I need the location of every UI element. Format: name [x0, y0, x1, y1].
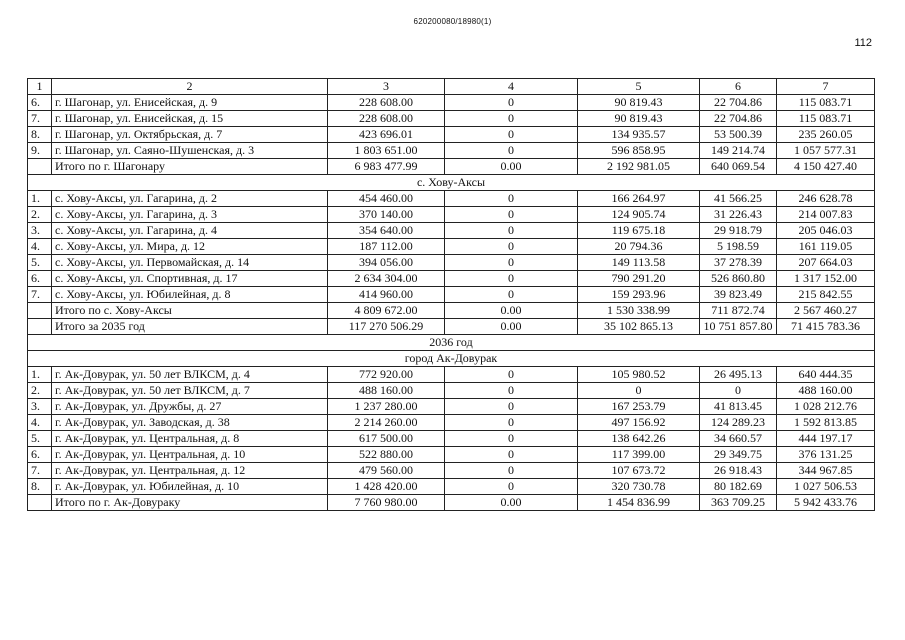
total-row	[28, 159, 875, 175]
table-row	[28, 399, 875, 415]
col7-cell: 207 664.03	[777, 255, 875, 271]
col5-cell: 320 730.78	[578, 479, 700, 495]
header-cell: 4	[445, 79, 578, 95]
col4-cell: 0	[445, 127, 578, 143]
col6-cell: 31 226.43	[700, 207, 777, 223]
col7-cell: 205 046.03	[777, 223, 875, 239]
header-cell: 3	[328, 79, 445, 95]
col7-cell: 376 131.25	[777, 447, 875, 463]
col3-cell: 354 640.00	[328, 223, 445, 239]
row-number-cell: 2.	[28, 383, 52, 399]
col6-cell: 10 751 857.80	[700, 319, 777, 335]
col6-cell: 53 500.39	[700, 127, 777, 143]
row-number-cell: 3.	[28, 223, 52, 239]
address-cell: с. Хову-Аксы, ул. Первомайская, д. 14	[52, 255, 328, 271]
address-cell: г. Ак-Довурак, ул. Центральная, д. 10	[52, 447, 328, 463]
col7-cell: 1 592 813.85	[777, 415, 875, 431]
col6-cell: 41 566.25	[700, 191, 777, 207]
row-number-cell: 3.	[28, 399, 52, 415]
col7-cell: 115 083.71	[777, 111, 875, 127]
col3-cell: 479 560.00	[328, 463, 445, 479]
col4-cell: 0	[445, 383, 578, 399]
address-cell: г. Шагонар, ул. Октябрьская, д. 7	[52, 127, 328, 143]
table-row	[28, 223, 875, 239]
total-row	[28, 319, 875, 335]
col4-cell: 0	[445, 191, 578, 207]
table-body	[28, 79, 875, 511]
col5-cell: 149 113.58	[578, 255, 700, 271]
header-cell: 5	[578, 79, 700, 95]
col3-cell: 6 983 477.99	[328, 159, 445, 175]
col3-cell: 772 920.00	[328, 367, 445, 383]
address-cell: г. Ак-Довурак, ул. Центральная, д. 8	[52, 431, 328, 447]
col7-cell: 246 628.78	[777, 191, 875, 207]
col4-cell: 0	[445, 399, 578, 415]
col6-cell: 29 349.75	[700, 447, 777, 463]
row-number-cell: 2.	[28, 207, 52, 223]
col7-cell: 1 028 212.76	[777, 399, 875, 415]
col3-cell: 2 214 260.00	[328, 415, 445, 431]
row-number-cell: 4.	[28, 415, 52, 431]
col6-cell: 26 495.13	[700, 367, 777, 383]
section-header-row	[28, 335, 875, 351]
total-row	[28, 303, 875, 319]
col6-cell: 80 182.69	[700, 479, 777, 495]
row-number-cell: 6.	[28, 447, 52, 463]
document-id: 620200080/18980(1)	[413, 17, 492, 26]
col3-cell: 2 634 304.00	[328, 271, 445, 287]
col5-cell: 134 935.57	[578, 127, 700, 143]
address-cell: г. Ак-Довурак, ул. 50 лет ВЛКСМ, д. 7	[52, 383, 328, 399]
table-row	[28, 463, 875, 479]
address-cell: г. Ак-Довурак, ул. Дружбы, д. 27	[52, 399, 328, 415]
col5-cell: 117 399.00	[578, 447, 700, 463]
row-number-cell	[28, 495, 52, 511]
header-cell: 2	[52, 79, 328, 95]
col5-cell: 107 673.72	[578, 463, 700, 479]
col5-cell: 596 858.95	[578, 143, 700, 159]
col5-cell: 119 675.18	[578, 223, 700, 239]
col6-cell: 363 709.25	[700, 495, 777, 511]
col7-cell: 488 160.00	[777, 383, 875, 399]
col6-cell: 34 660.57	[700, 431, 777, 447]
col4-cell: 0	[445, 143, 578, 159]
col4-cell: 0	[445, 415, 578, 431]
row-number-cell	[28, 319, 52, 335]
col7-cell: 2 567 460.27	[777, 303, 875, 319]
col6-cell: 41 813.45	[700, 399, 777, 415]
col5-cell: 790 291.20	[578, 271, 700, 287]
table-row	[28, 191, 875, 207]
col4-cell: 0	[445, 239, 578, 255]
col6-cell: 5 198.59	[700, 239, 777, 255]
col3-cell: 370 140.00	[328, 207, 445, 223]
col6-cell: 39 823.49	[700, 287, 777, 303]
row-number-cell: 9.	[28, 143, 52, 159]
address-cell: с. Хову-Аксы, ул. Гагарина, д. 3	[52, 207, 328, 223]
col7-cell: 640 444.35	[777, 367, 875, 383]
row-number-cell: 1.	[28, 191, 52, 207]
col4-cell: 0	[445, 367, 578, 383]
table-row	[28, 239, 875, 255]
section-title: 2036 год	[28, 335, 875, 351]
col4-cell: 0	[445, 479, 578, 495]
col5-cell: 90 819.43	[578, 95, 700, 111]
col4-cell: 0	[445, 111, 578, 127]
page-number: 112	[854, 37, 872, 49]
total-row	[28, 495, 875, 511]
table-row	[28, 479, 875, 495]
address-cell: г. Шагонар, ул. Енисейская, д. 9	[52, 95, 328, 111]
col6-cell: 640 069.54	[700, 159, 777, 175]
col5-cell: 124 905.74	[578, 207, 700, 223]
col3-cell: 394 056.00	[328, 255, 445, 271]
section-header-row	[28, 351, 875, 367]
col7-cell: 444 197.17	[777, 431, 875, 447]
header-cell: 1	[28, 79, 52, 95]
col6-cell: 526 860.80	[700, 271, 777, 287]
table-row	[28, 383, 875, 399]
col4-cell: 0	[445, 431, 578, 447]
header-cell: 7	[777, 79, 875, 95]
address-cell: с. Хову-Аксы, ул. Юбилейная, д. 8	[52, 287, 328, 303]
row-number-cell: 5.	[28, 255, 52, 271]
col4-cell: 0	[445, 463, 578, 479]
row-number-cell: 8.	[28, 127, 52, 143]
data-table	[27, 78, 875, 511]
address-cell: с. Хову-Аксы, ул. Спортивная, д. 17	[52, 271, 328, 287]
col5-cell: 20 794.36	[578, 239, 700, 255]
col7-cell: 1 027 506.53	[777, 479, 875, 495]
col5-cell: 138 642.26	[578, 431, 700, 447]
address-cell: г. Шагонар, ул. Енисейская, д. 15	[52, 111, 328, 127]
address-cell: с. Хову-Аксы, ул. Мира, д. 12	[52, 239, 328, 255]
col6-cell: 29 918.79	[700, 223, 777, 239]
col7-cell: 235 260.05	[777, 127, 875, 143]
col7-cell: 4 150 427.40	[777, 159, 875, 175]
col4-cell: 0	[445, 223, 578, 239]
row-number-cell: 7.	[28, 111, 52, 127]
address-cell: г. Шагонар, ул. Саяно-Шушенская, д. 3	[52, 143, 328, 159]
row-number-cell	[28, 159, 52, 175]
total-label-cell: Итого по с. Хову-Аксы	[52, 303, 328, 319]
col5-cell: 90 819.43	[578, 111, 700, 127]
col6-cell: 22 704.86	[700, 95, 777, 111]
col3-cell: 228 608.00	[328, 111, 445, 127]
row-number-cell: 6.	[28, 95, 52, 111]
col3-cell: 1 803 651.00	[328, 143, 445, 159]
table-row	[28, 143, 875, 159]
col3-cell: 228 608.00	[328, 95, 445, 111]
col3-cell: 522 880.00	[328, 447, 445, 463]
col4-cell: 0	[445, 207, 578, 223]
col5-cell: 159 293.96	[578, 287, 700, 303]
col3-cell: 187 112.00	[328, 239, 445, 255]
col3-cell: 7 760 980.00	[328, 495, 445, 511]
section-header-row	[28, 175, 875, 191]
row-number-cell: 1.	[28, 367, 52, 383]
col6-cell: 22 704.86	[700, 111, 777, 127]
address-cell: с. Хову-Аксы, ул. Гагарина, д. 4	[52, 223, 328, 239]
table-row	[28, 255, 875, 271]
table-row	[28, 431, 875, 447]
col6-cell: 124 289.23	[700, 415, 777, 431]
col7-cell: 1 317 152.00	[777, 271, 875, 287]
col4-cell: 0.00	[445, 159, 578, 175]
header-cell: 6	[700, 79, 777, 95]
col4-cell: 0	[445, 95, 578, 111]
row-number-cell	[28, 303, 52, 319]
col4-cell: 0	[445, 287, 578, 303]
address-cell: г. Ак-Довурак, ул. Юбилейная, д. 10	[52, 479, 328, 495]
table-row	[28, 95, 875, 111]
col7-cell: 214 007.83	[777, 207, 875, 223]
col3-cell: 454 460.00	[328, 191, 445, 207]
table-row	[28, 447, 875, 463]
address-cell: г. Ак-Довурак, ул. Центральная, д. 12	[52, 463, 328, 479]
col5-cell: 105 980.52	[578, 367, 700, 383]
col7-cell: 215 842.55	[777, 287, 875, 303]
section-title: город Ак-Довурак	[28, 351, 875, 367]
row-number-cell: 4.	[28, 239, 52, 255]
col3-cell: 414 960.00	[328, 287, 445, 303]
row-number-cell: 5.	[28, 431, 52, 447]
col7-cell: 1 057 577.31	[777, 143, 875, 159]
row-number-cell: 6.	[28, 271, 52, 287]
table-row	[28, 367, 875, 383]
address-cell: г. Ак-Довурак, ул. 50 лет ВЛКСМ, д. 4	[52, 367, 328, 383]
total-label-cell: Итого по г. Шагонару	[52, 159, 328, 175]
col5-cell: 167 253.79	[578, 399, 700, 415]
col7-cell: 71 415 783.36	[777, 319, 875, 335]
col4-cell: 0	[445, 447, 578, 463]
col3-cell: 423 696.01	[328, 127, 445, 143]
table-row	[28, 111, 875, 127]
col3-cell: 488 160.00	[328, 383, 445, 399]
total-label-cell: Итого за 2035 год	[52, 319, 328, 335]
address-cell: г. Ак-Довурак, ул. Заводская, д. 38	[52, 415, 328, 431]
col7-cell: 161 119.05	[777, 239, 875, 255]
row-number-cell: 8.	[28, 479, 52, 495]
row-number-cell: 7.	[28, 287, 52, 303]
col6-cell: 37 278.39	[700, 255, 777, 271]
col5-cell: 166 264.97	[578, 191, 700, 207]
col5-cell: 2 192 981.05	[578, 159, 700, 175]
col3-cell: 617 500.00	[328, 431, 445, 447]
header-row	[28, 79, 875, 95]
address-cell: с. Хову-Аксы, ул. Гагарина, д. 2	[52, 191, 328, 207]
table-row	[28, 415, 875, 431]
col3-cell: 1 237 280.00	[328, 399, 445, 415]
col5-cell: 497 156.92	[578, 415, 700, 431]
total-label-cell: Итого по г. Ак-Довураку	[52, 495, 328, 511]
col5-cell: 0	[578, 383, 700, 399]
col6-cell: 149 214.74	[700, 143, 777, 159]
col4-cell: 0.00	[445, 303, 578, 319]
col4-cell: 0.00	[445, 319, 578, 335]
table-row	[28, 287, 875, 303]
col3-cell: 117 270 506.29	[328, 319, 445, 335]
section-title: с. Хову-Аксы	[28, 175, 875, 191]
col4-cell: 0.00	[445, 495, 578, 511]
col6-cell: 711 872.74	[700, 303, 777, 319]
col7-cell: 115 083.71	[777, 95, 875, 111]
col4-cell: 0	[445, 271, 578, 287]
row-number-cell: 7.	[28, 463, 52, 479]
col6-cell: 26 918.43	[700, 463, 777, 479]
col7-cell: 5 942 433.76	[777, 495, 875, 511]
col7-cell: 344 967.85	[777, 463, 875, 479]
col3-cell: 4 809 672.00	[328, 303, 445, 319]
col4-cell: 0	[445, 255, 578, 271]
col5-cell: 1 454 836.99	[578, 495, 700, 511]
col3-cell: 1 428 420.00	[328, 479, 445, 495]
col5-cell: 1 530 338.99	[578, 303, 700, 319]
table-row	[28, 207, 875, 223]
col5-cell: 35 102 865.13	[578, 319, 700, 335]
col6-cell: 0	[700, 383, 777, 399]
table-row	[28, 271, 875, 287]
table-row	[28, 127, 875, 143]
